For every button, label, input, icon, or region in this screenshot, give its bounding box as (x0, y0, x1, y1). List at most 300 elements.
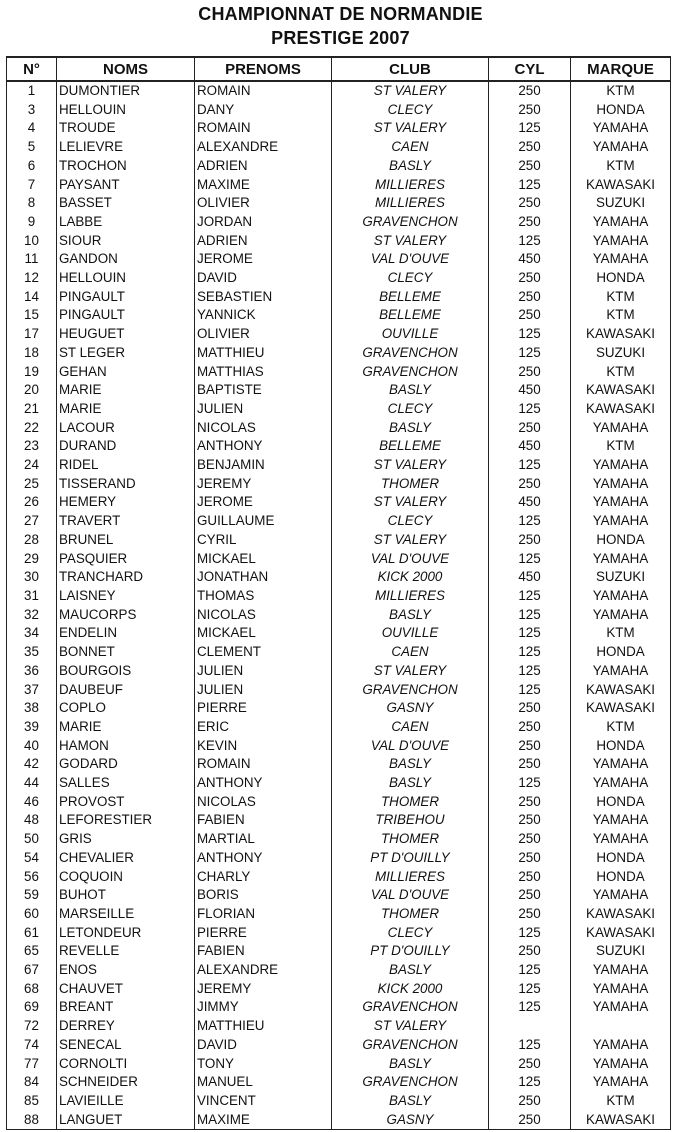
document-title: CHAMPIONNAT DE NORMANDIE (198, 4, 483, 24)
rider-cylinder: 250 (489, 718, 571, 737)
rider-cylinder: 125 (489, 624, 571, 643)
rider-last-name: GANDON (57, 250, 195, 269)
rider-number: 11 (7, 250, 57, 269)
table-row (7, 512, 671, 531)
rider-number: 37 (7, 681, 57, 700)
rider-last-name: MAUCORPS (57, 606, 195, 625)
rider-club: THOMER (332, 830, 489, 849)
rider-brand: KTM (571, 624, 671, 643)
rider-club: BASLY (332, 606, 489, 625)
rider-club: THOMER (332, 475, 489, 494)
rider-brand: YAMAHA (571, 213, 671, 232)
rider-number: 9 (7, 213, 57, 232)
rider-last-name: HELLOUIN (57, 269, 195, 288)
rider-club: GRAVENCHON (332, 998, 489, 1017)
rider-brand: YAMAHA (571, 980, 671, 999)
rider-cylinder: 125 (489, 325, 571, 344)
rider-club: BELLEME (332, 306, 489, 325)
rider-cylinder: 250 (489, 138, 571, 157)
rider-number: 36 (7, 662, 57, 681)
rider-cylinder: 250 (489, 905, 571, 924)
rider-cylinder: 250 (489, 194, 571, 213)
rider-club: ST VALERY (332, 81, 489, 101)
rider-last-name: DAUBEUF (57, 681, 195, 700)
rider-brand: YAMAHA (571, 138, 671, 157)
table-row (7, 213, 671, 232)
table-row (7, 437, 671, 456)
rider-number: 3 (7, 101, 57, 120)
rider-last-name: MARIE (57, 381, 195, 400)
rider-last-name: GODARD (57, 755, 195, 774)
rider-first-name: DAVID (195, 1036, 332, 1055)
rider-last-name: MARIE (57, 400, 195, 419)
rider-cylinder: 250 (489, 306, 571, 325)
table-row (7, 81, 671, 101)
rider-brand: SUZUKI (571, 344, 671, 363)
rider-number: 10 (7, 232, 57, 251)
rider-cylinder: 250 (489, 830, 571, 849)
table-row (7, 980, 671, 999)
rider-last-name: SENECAL (57, 1036, 195, 1055)
rider-club: BELLEME (332, 288, 489, 307)
table-row (7, 905, 671, 924)
rider-first-name: MICKAEL (195, 624, 332, 643)
rider-last-name: DERREY (57, 1017, 195, 1036)
rider-first-name: OLIVIER (195, 325, 332, 344)
rider-number: 22 (7, 419, 57, 438)
rider-brand: HONDA (571, 269, 671, 288)
rider-first-name: ANTHONY (195, 437, 332, 456)
rider-cylinder: 125 (489, 980, 571, 999)
rider-cylinder: 250 (489, 942, 571, 961)
rider-cylinder: 125 (489, 924, 571, 943)
rider-club: GRAVENCHON (332, 344, 489, 363)
rider-brand: YAMAHA (571, 1055, 671, 1074)
rider-last-name: BOURGOIS (57, 662, 195, 681)
rider-first-name: JULIEN (195, 400, 332, 419)
rider-last-name: MARIE (57, 718, 195, 737)
rider-number: 60 (7, 905, 57, 924)
rider-number: 7 (7, 176, 57, 195)
rider-brand: KAWASAKI (571, 400, 671, 419)
rider-last-name: ENOS (57, 961, 195, 980)
rider-last-name: LELIEVRE (57, 138, 195, 157)
rider-first-name: ROMAIN (195, 755, 332, 774)
rider-club: MILLIERES (332, 194, 489, 213)
rider-brand: KTM (571, 718, 671, 737)
rider-brand: KAWASAKI (571, 681, 671, 700)
rider-last-name: GRIS (57, 830, 195, 849)
table-row (7, 924, 671, 943)
rider-brand: KAWASAKI (571, 924, 671, 943)
table-row (7, 232, 671, 251)
rider-last-name: ST LEGER (57, 344, 195, 363)
rider-cylinder: 125 (489, 344, 571, 363)
rider-club: MILLIERES (332, 587, 489, 606)
table-row (7, 774, 671, 793)
rider-club: ST VALERY (332, 456, 489, 475)
rider-cylinder: 125 (489, 176, 571, 195)
rider-club: ST VALERY (332, 493, 489, 512)
rider-number: 21 (7, 400, 57, 419)
table-row (7, 718, 671, 737)
rider-first-name: GUILLAUME (195, 512, 332, 531)
rider-number: 1 (7, 81, 57, 101)
rider-last-name: PROVOST (57, 793, 195, 812)
rider-last-name: SCHNEIDER (57, 1073, 195, 1092)
rider-first-name: CLEMENT (195, 643, 332, 662)
rider-cylinder: 250 (489, 737, 571, 756)
rider-brand: YAMAHA (571, 606, 671, 625)
rider-last-name: DUMONTIER (57, 81, 195, 101)
rider-number: 31 (7, 587, 57, 606)
rider-cylinder: 250 (489, 419, 571, 438)
rider-number: 56 (7, 868, 57, 887)
rider-last-name: ENDELIN (57, 624, 195, 643)
rider-club: CLECY (332, 400, 489, 419)
rider-club: GASNY (332, 1111, 489, 1130)
rider-number: 14 (7, 288, 57, 307)
rider-brand: YAMAHA (571, 886, 671, 905)
rider-number: 88 (7, 1111, 57, 1130)
table-row (7, 1055, 671, 1074)
rider-cylinder: 125 (489, 512, 571, 531)
rider-brand: YAMAHA (571, 250, 671, 269)
rider-brand: KTM (571, 81, 671, 101)
rider-club: BASLY (332, 1055, 489, 1074)
rider-number: 39 (7, 718, 57, 737)
rider-club: BASLY (332, 1092, 489, 1111)
rider-cylinder: 125 (489, 1073, 571, 1092)
column-header-cyl: CYL (489, 57, 571, 81)
rider-first-name: JONATHAN (195, 568, 332, 587)
rider-cylinder: 125 (489, 550, 571, 569)
rider-cylinder: 125 (489, 643, 571, 662)
rider-club: VAL D'OUVE (332, 250, 489, 269)
rider-cylinder: 250 (489, 475, 571, 494)
rider-club: BASLY (332, 961, 489, 980)
rider-number: 35 (7, 643, 57, 662)
rider-number: 25 (7, 475, 57, 494)
rider-cylinder: 250 (489, 811, 571, 830)
table-row (7, 119, 671, 138)
table-row (7, 456, 671, 475)
rider-cylinder: 250 (489, 1055, 571, 1074)
table-row (7, 793, 671, 812)
rider-cylinder: 450 (489, 250, 571, 269)
rider-first-name: ANTHONY (195, 774, 332, 793)
rider-last-name: GEHAN (57, 363, 195, 382)
table-row (7, 1036, 671, 1055)
rider-brand: YAMAHA (571, 419, 671, 438)
table-row (7, 400, 671, 419)
rider-first-name: JEROME (195, 250, 332, 269)
table-row (7, 699, 671, 718)
rider-club: BASLY (332, 419, 489, 438)
rider-club: CAEN (332, 643, 489, 662)
rider-first-name: THOMAS (195, 587, 332, 606)
rider-number: 5 (7, 138, 57, 157)
rider-first-name: MATTHIEU (195, 1017, 332, 1036)
rider-first-name: MATTHIAS (195, 363, 332, 382)
rider-first-name: JULIEN (195, 662, 332, 681)
column-header-number: N° (7, 57, 57, 81)
rider-number: 18 (7, 344, 57, 363)
rider-number: 72 (7, 1017, 57, 1036)
rider-brand: YAMAHA (571, 475, 671, 494)
rider-first-name: ADRIEN (195, 157, 332, 176)
rider-number: 6 (7, 157, 57, 176)
rider-brand: KTM (571, 306, 671, 325)
rider-club: BASLY (332, 157, 489, 176)
rider-first-name: JORDAN (195, 213, 332, 232)
rider-cylinder: 450 (489, 568, 571, 587)
rider-brand: KTM (571, 1092, 671, 1111)
rider-brand: YAMAHA (571, 550, 671, 569)
rider-club: GRAVENCHON (332, 213, 489, 232)
table-row (7, 961, 671, 980)
rider-number: 17 (7, 325, 57, 344)
rider-brand: HONDA (571, 737, 671, 756)
rider-last-name: TRANCHARD (57, 568, 195, 587)
rider-brand: KAWASAKI (571, 1111, 671, 1130)
rider-last-name: CORNOLTI (57, 1055, 195, 1074)
rider-cylinder: 250 (489, 531, 571, 550)
rider-brand: KAWASAKI (571, 699, 671, 718)
rider-number: 44 (7, 774, 57, 793)
rider-first-name: JEROME (195, 493, 332, 512)
rider-brand: HONDA (571, 531, 671, 550)
table-header-row (7, 57, 671, 81)
rider-club: CLECY (332, 924, 489, 943)
rider-cylinder: 450 (489, 381, 571, 400)
rider-first-name: FLORIAN (195, 905, 332, 924)
table-row (7, 306, 671, 325)
rider-club: OUVILLE (332, 325, 489, 344)
rider-first-name: ANTHONY (195, 849, 332, 868)
rider-last-name: PINGAULT (57, 288, 195, 307)
rider-last-name: LAISNEY (57, 587, 195, 606)
rider-first-name: JEREMY (195, 475, 332, 494)
rider-club: VAL D'OUVE (332, 550, 489, 569)
rider-club: BASLY (332, 755, 489, 774)
rider-last-name: BASSET (57, 194, 195, 213)
rider-first-name: NICOLAS (195, 793, 332, 812)
rider-brand: HONDA (571, 101, 671, 120)
rider-first-name: CHARLY (195, 868, 332, 887)
rider-cylinder: 450 (489, 437, 571, 456)
rider-number: 77 (7, 1055, 57, 1074)
rider-first-name: MATTHIEU (195, 344, 332, 363)
rider-brand: YAMAHA (571, 998, 671, 1017)
rider-cylinder: 250 (489, 793, 571, 812)
rider-last-name: TISSERAND (57, 475, 195, 494)
rider-cylinder: 125 (489, 774, 571, 793)
rider-club: MILLIERES (332, 176, 489, 195)
rider-number: 54 (7, 849, 57, 868)
table-body (7, 81, 671, 1130)
rider-club: THOMER (332, 793, 489, 812)
rider-last-name: TROCHON (57, 157, 195, 176)
rider-club: BELLEME (332, 437, 489, 456)
rider-club: PT D'OUILLY (332, 942, 489, 961)
rider-number: 68 (7, 980, 57, 999)
rider-first-name: ALEXANDRE (195, 138, 332, 157)
rider-last-name: BREANT (57, 998, 195, 1017)
rider-number: 40 (7, 737, 57, 756)
rider-first-name: MICKAEL (195, 550, 332, 569)
rider-number: 32 (7, 606, 57, 625)
rider-brand: HONDA (571, 793, 671, 812)
rider-first-name: SEBASTIEN (195, 288, 332, 307)
rider-last-name: CHEVALIER (57, 849, 195, 868)
rider-brand: YAMAHA (571, 456, 671, 475)
rider-last-name: SALLES (57, 774, 195, 793)
rider-brand: KAWASAKI (571, 325, 671, 344)
column-header-marque: MARQUE (571, 57, 671, 81)
rider-club: CAEN (332, 138, 489, 157)
rider-club: TRIBEHOU (332, 811, 489, 830)
rider-first-name: BORIS (195, 886, 332, 905)
rider-brand: KAWASAKI (571, 381, 671, 400)
table-row (7, 1092, 671, 1111)
rider-last-name: LEFORESTIER (57, 811, 195, 830)
table-row (7, 344, 671, 363)
rider-last-name: TROUDE (57, 119, 195, 138)
rider-cylinder: 125 (489, 119, 571, 138)
rider-number: 8 (7, 194, 57, 213)
rider-last-name: BRUNEL (57, 531, 195, 550)
rider-last-name: PINGAULT (57, 306, 195, 325)
rider-first-name: DANY (195, 101, 332, 120)
rider-brand: YAMAHA (571, 830, 671, 849)
rider-cylinder: 125 (489, 681, 571, 700)
rider-club: GRAVENCHON (332, 1073, 489, 1092)
rider-club: THOMER (332, 905, 489, 924)
rider-last-name: TRAVERT (57, 512, 195, 531)
rider-number: 30 (7, 568, 57, 587)
table-row (7, 1111, 671, 1130)
rider-brand: YAMAHA (571, 961, 671, 980)
table-row (7, 606, 671, 625)
rider-brand (571, 1017, 671, 1036)
rider-first-name: CYRIL (195, 531, 332, 550)
table-row (7, 475, 671, 494)
rider-club: CLECY (332, 269, 489, 288)
table-row (7, 587, 671, 606)
rider-cylinder: 125 (489, 232, 571, 251)
rider-last-name: REVELLE (57, 942, 195, 961)
rider-first-name: VINCENT (195, 1092, 332, 1111)
table-row (7, 849, 671, 868)
rider-last-name: HELLOUIN (57, 101, 195, 120)
table-row (7, 1073, 671, 1092)
rider-first-name: JULIEN (195, 681, 332, 700)
rider-number: 4 (7, 119, 57, 138)
table-row (7, 138, 671, 157)
rider-club: CLECY (332, 101, 489, 120)
table-row (7, 250, 671, 269)
rider-brand: YAMAHA (571, 512, 671, 531)
column-header-noms: NOMS (57, 57, 195, 81)
table-row (7, 755, 671, 774)
rider-first-name: ROMAIN (195, 119, 332, 138)
rider-number: 27 (7, 512, 57, 531)
table-row (7, 643, 671, 662)
rider-number: 38 (7, 699, 57, 718)
rider-club: ST VALERY (332, 1017, 489, 1036)
rider-first-name: FABIEN (195, 942, 332, 961)
rider-number: 50 (7, 830, 57, 849)
rider-number: 28 (7, 531, 57, 550)
rider-first-name: JIMMY (195, 998, 332, 1017)
rider-club: BASLY (332, 381, 489, 400)
rider-number: 34 (7, 624, 57, 643)
rider-cylinder: 250 (489, 849, 571, 868)
rider-last-name: LANGUET (57, 1111, 195, 1130)
rider-club: ST VALERY (332, 662, 489, 681)
rider-brand: YAMAHA (571, 662, 671, 681)
table-row (7, 737, 671, 756)
rider-cylinder: 125 (489, 400, 571, 419)
rider-first-name: ALEXANDRE (195, 961, 332, 980)
rider-last-name: HAMON (57, 737, 195, 756)
document-subtitle: PRESTIGE 2007 (271, 28, 410, 48)
rider-first-name: ERIC (195, 718, 332, 737)
table-row (7, 325, 671, 344)
rider-club: CAEN (332, 718, 489, 737)
rider-club: GRAVENCHON (332, 1036, 489, 1055)
rider-cylinder: 125 (489, 456, 571, 475)
table-row (7, 868, 671, 887)
table-row (7, 531, 671, 550)
rider-club: ST VALERY (332, 531, 489, 550)
rider-brand: KAWASAKI (571, 176, 671, 195)
rider-cylinder (489, 1017, 571, 1036)
table-row (7, 998, 671, 1017)
rider-number: 74 (7, 1036, 57, 1055)
rider-number: 29 (7, 550, 57, 569)
rider-brand: YAMAHA (571, 232, 671, 251)
rider-cylinder: 125 (489, 662, 571, 681)
rider-last-name: LETONDEUR (57, 924, 195, 943)
rider-last-name: RIDEL (57, 456, 195, 475)
rider-first-name: FABIEN (195, 811, 332, 830)
rider-number: 24 (7, 456, 57, 475)
table-row (7, 568, 671, 587)
rider-club: BASLY (332, 774, 489, 793)
rider-brand: SUZUKI (571, 942, 671, 961)
rider-brand: YAMAHA (571, 587, 671, 606)
rider-cylinder: 250 (489, 886, 571, 905)
rider-brand: YAMAHA (571, 1073, 671, 1092)
rider-cylinder: 250 (489, 288, 571, 307)
table-row (7, 681, 671, 700)
rider-club: VAL D'OUVE (332, 886, 489, 905)
table-row (7, 381, 671, 400)
rider-number: 67 (7, 961, 57, 980)
rider-brand: SUZUKI (571, 194, 671, 213)
rider-brand: YAMAHA (571, 1036, 671, 1055)
table-row (7, 157, 671, 176)
rider-first-name: BENJAMIN (195, 456, 332, 475)
rider-brand: YAMAHA (571, 493, 671, 512)
rider-cylinder: 250 (489, 101, 571, 120)
rider-brand: HONDA (571, 868, 671, 887)
rider-number: 42 (7, 755, 57, 774)
rider-first-name: ROMAIN (195, 81, 332, 101)
rider-brand: KTM (571, 157, 671, 176)
